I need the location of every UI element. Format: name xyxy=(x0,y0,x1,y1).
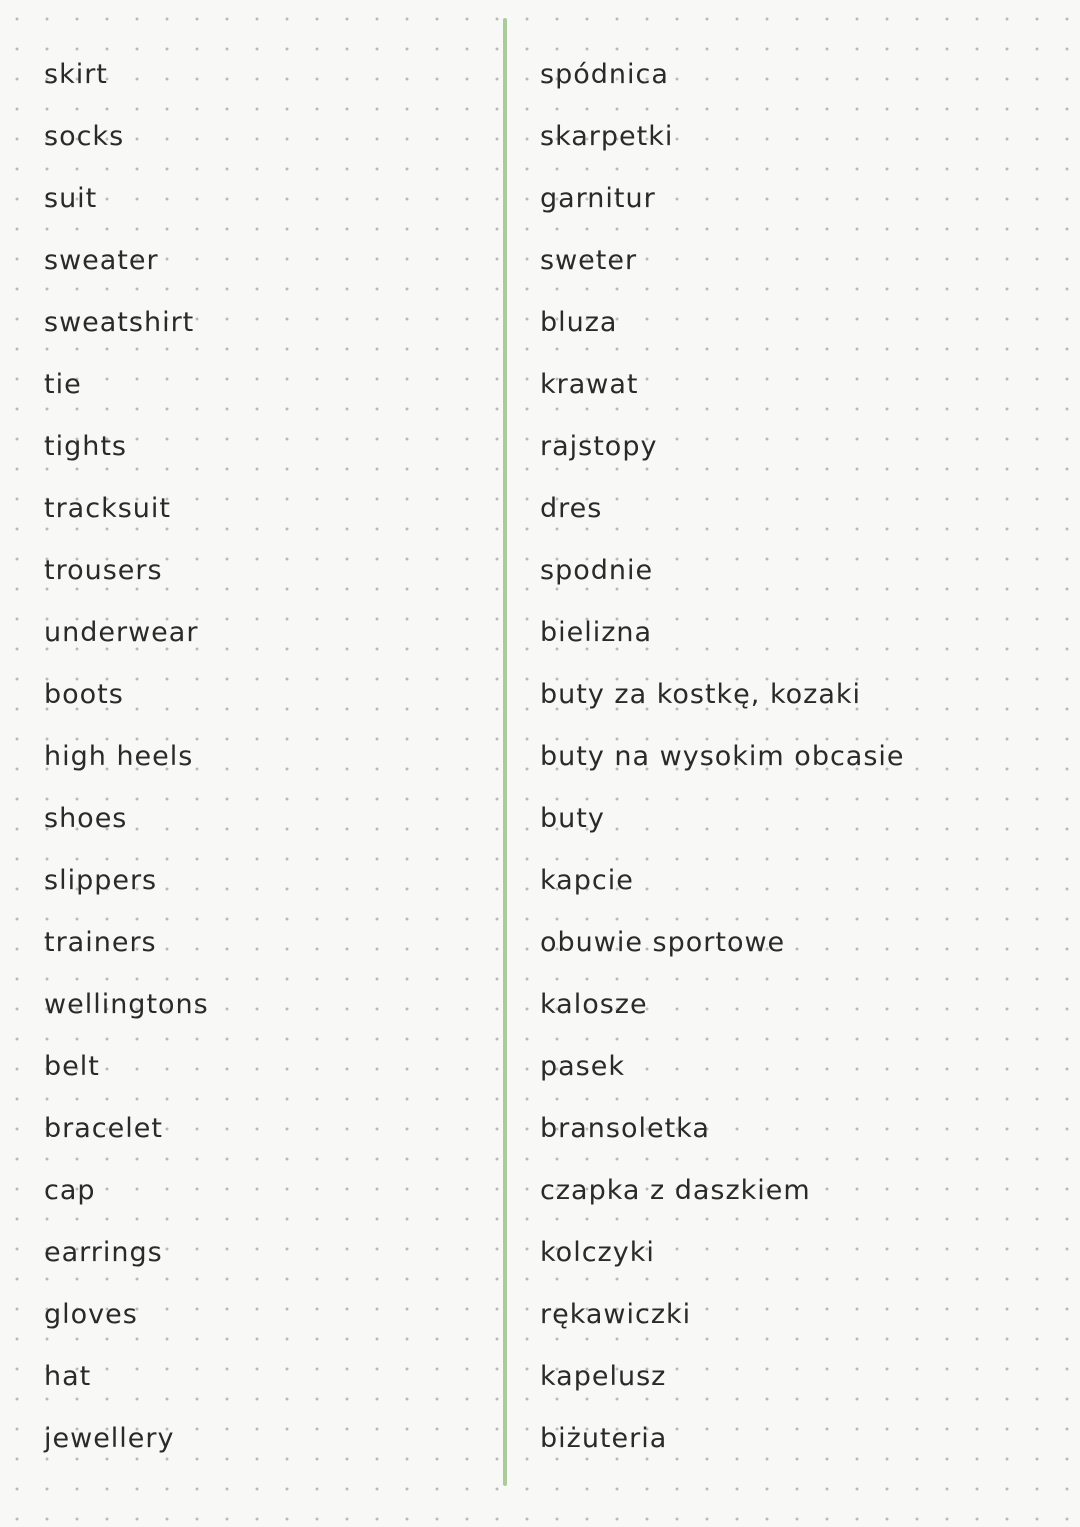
english-word: sweater xyxy=(44,245,159,276)
polish-word: buty xyxy=(540,803,605,834)
english-word: skirt xyxy=(44,59,108,90)
polish-word: krawat xyxy=(540,369,639,400)
polish-word: biżuteria xyxy=(540,1423,668,1454)
english-word: suit xyxy=(44,183,98,214)
polish-word: spodnie xyxy=(540,555,654,586)
english-word: gloves xyxy=(44,1299,138,1330)
polish-word: kapelusz xyxy=(540,1361,667,1392)
polish-word: rękawiczki xyxy=(540,1299,692,1330)
english-word: shoes xyxy=(44,803,128,834)
polish-word: bransoletka xyxy=(540,1113,710,1144)
english-word: belt xyxy=(44,1051,100,1082)
polish-word: spódnica xyxy=(540,59,669,90)
english-word: hat xyxy=(44,1361,92,1392)
column-divider xyxy=(503,18,507,1486)
english-column xyxy=(44,44,464,1470)
english-word: bracelet xyxy=(44,1113,163,1144)
english-word: jewellery xyxy=(44,1423,175,1454)
polish-word: dres xyxy=(540,493,603,524)
english-word: underwear xyxy=(44,617,199,648)
english-word: sweatshirt xyxy=(44,307,195,338)
english-word: cap xyxy=(44,1175,96,1206)
english-word: trousers xyxy=(44,555,163,586)
polish-word: kapcie xyxy=(540,865,634,896)
english-word: high heels xyxy=(44,741,194,772)
english-word: boots xyxy=(44,679,124,710)
polish-column xyxy=(540,44,1040,1470)
english-word: earrings xyxy=(44,1237,163,1268)
english-word: wellingtons xyxy=(44,989,209,1020)
polish-word: skarpetki xyxy=(540,121,674,152)
polish-word: garnitur xyxy=(540,183,656,214)
polish-word: bluza xyxy=(540,307,618,338)
english-word: trainers xyxy=(44,927,157,958)
english-word: tracksuit xyxy=(44,493,171,524)
english-word: tie xyxy=(44,369,82,400)
polish-word: kalosze xyxy=(540,989,648,1020)
polish-word: kolczyki xyxy=(540,1237,655,1268)
polish-word: sweter xyxy=(540,245,638,276)
polish-word: buty za kostkę, kozaki xyxy=(540,679,862,710)
english-word: slippers xyxy=(44,865,158,896)
english-word: tights xyxy=(44,431,127,462)
polish-word: czapka z daszkiem xyxy=(540,1175,811,1206)
polish-word: obuwie sportowe xyxy=(540,927,786,958)
polish-word: buty na wysokim obcasie xyxy=(540,741,905,772)
polish-word: bielizna xyxy=(540,617,653,648)
english-word: socks xyxy=(44,121,125,152)
polish-word: pasek xyxy=(540,1051,625,1082)
polish-word: rajstopy xyxy=(540,431,658,462)
